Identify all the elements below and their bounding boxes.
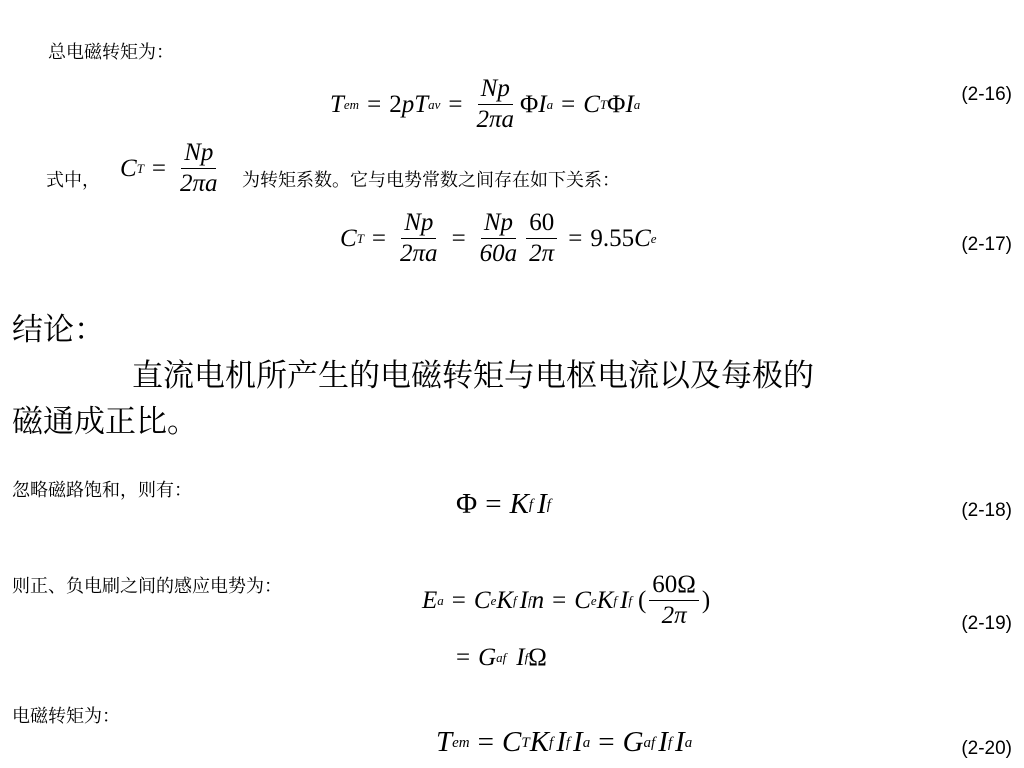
equation-2-19-line-1: E a = C e K f I f n = C e K f I f ( $\frac{60\Omega}{2\pi}$ ): [422, 571, 711, 630]
text-where: 式中，: [46, 170, 100, 191]
equation-2-19-line-2: = G af I f Ω: [456, 644, 547, 671]
equation-number-2-20: (2-20): [961, 738, 1012, 759]
equation-number-2-17: (2-17): [961, 234, 1012, 255]
text-ignore-saturation: 忽略磁路饱和，则有：: [12, 480, 192, 501]
text-total-torque-label: 总电磁转矩为：: [48, 42, 174, 63]
fraction-np-over-2pia: $\frac{Np}{2\pi a}$: [476, 75, 515, 134]
conclusion-title: 结论：: [12, 312, 105, 348]
equation-2-18: Φ = K f I f: [456, 488, 551, 520]
equation-2-20: T em = C T K f I f I a = G af I f I a: [436, 726, 693, 758]
equation-number-2-18: (2-18): [961, 500, 1012, 521]
equation-2-16: T em = 2 pT av = $\frac{Np}{2\pi a}$ Φ I a = C T Φ I a: [330, 75, 641, 134]
equation-number-2-19: (2-19): [961, 613, 1012, 634]
conclusion-body-line-2: 磁通成正比。: [12, 404, 198, 440]
equation-2-17: C T = $\frac{Np}{2\pi a}$ = $\frac{Np}{60a}$ $\frac{60}{2\pi}$ = 9.55 C e: [340, 209, 657, 268]
text-induced-emf: 则正、负电刷之间的感应电势为：: [12, 576, 282, 597]
text-electromagnetic-torque: 电磁转矩为：: [12, 706, 120, 727]
equation-number-2-16: (2-16): [961, 84, 1012, 105]
text-torque-coefficient: 为转矩系数。它与电势常数之间存在如下关系：: [242, 170, 620, 191]
equation-ct-definition: C T = $\frac{Np}{2\pi a}$: [120, 139, 218, 198]
conclusion-body-line-1: 直流电机所产生的电磁转矩与电枢电流以及每极的: [132, 358, 814, 394]
